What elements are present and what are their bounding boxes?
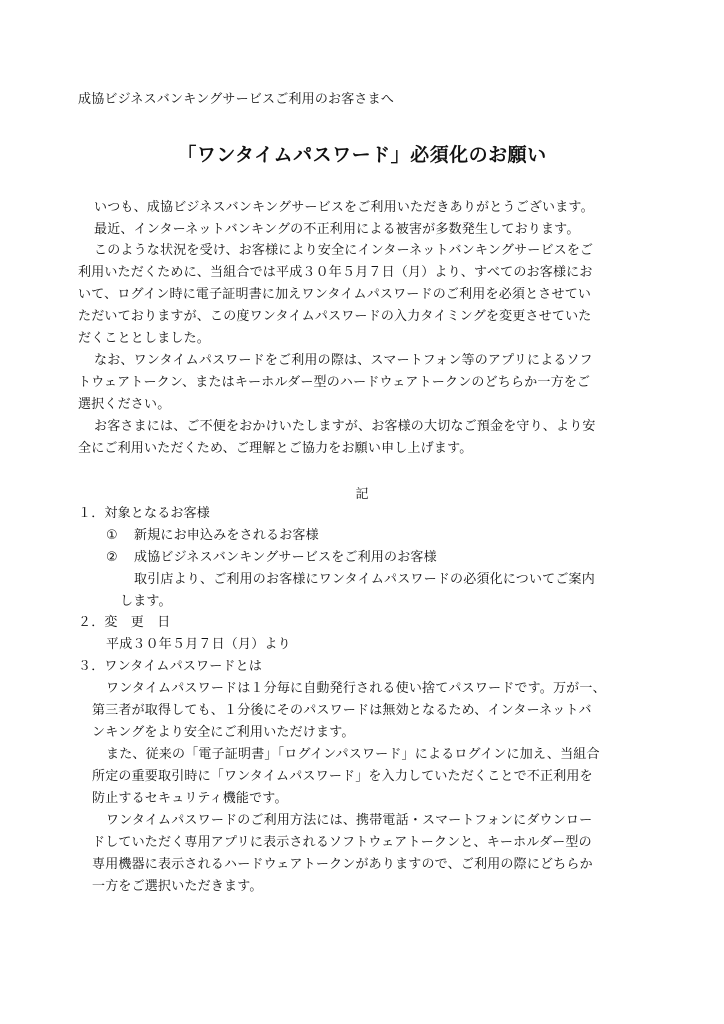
section-3-paragraph-3-line: ワンタイムパスワードのご利用方法には、携帯電話・スマートフォンにダウンロー [106,813,593,828]
section-3-paragraph-2-line: 所定の重要取引時に「ワンタイムパスワード」を入力していただくことで不正利用を [92,769,593,784]
target-item-2-note-line: します。 [120,594,172,609]
intro-paragraph-2: 最近、インターネットバンキングの不正利用による被害が多数発生しております。 [94,222,580,237]
intro-paragraph-4-line: なお、ワンタイムパスワードをご利用の際は、スマートフォン等のアプリによるソフ [94,353,593,368]
section-3-paragraph-2-line: また、従来の「電子証明書」「ログインパスワード」によるログインに加え、当組合 [106,747,600,762]
section-3-paragraph-2-line: 防止するセキュリティ機能です。 [92,791,288,806]
target-item-1: 新規にお申込みをされるお客様 [134,528,319,543]
document-title: 「ワンタイムパスワード」必須化のお願い [177,144,547,166]
intro-paragraph-3-line: 利用いただくために、当組合では平成３０年５月７日（月）より、すべてのお客様にお [78,265,593,280]
section-3-paragraph-1-line: ワンタイムパスワードは１分毎に自動発行される使い捨てパスワードです。万が一、 [106,681,606,696]
section-2-heading: ２．変 更 日 [78,615,171,630]
section-3-paragraph-1-line: ンキングをより安全にご利用いただけます。 [92,725,355,740]
intro-paragraph-3-line: いて、ログイン時に電子証明書に加えワンタイムパスワードのご利用を必須とさせてい [78,287,592,302]
ki-heading: 記 [355,487,369,502]
intro-paragraph-4-line: トウェアトークン、またはキーホルダー型のハードウェアトークンのどちらか一方をご [78,375,591,390]
section-3-paragraph-1-line: 第三者が取得しても、１分後にそのパスワードは無効となるため、インターネットバ [92,703,592,718]
intro-paragraph-5-line: お客さまには、ご不便をおかけいたしますが、お客様の大切なご預金を守り、より安 [94,419,596,434]
list-marker-1: ① [106,528,118,543]
intro-paragraph-1: いつも、成協ビジネスバンキングサービスをご利用いただきありがとうございます。 [94,200,594,215]
intro-paragraph-3-line: だくこととしました。 [78,331,211,346]
target-item-2-note-line: 取引店より、ご利用のお客様にワンタイムパスワードの必須化についてご案内 [134,572,595,587]
list-marker-2: ② [106,550,118,565]
target-item-2: 成協ビジネスバンキングサービスをご利用のお客様 [134,550,437,565]
section-3-paragraph-3-line: ドしていただく専用アプリに表示されるソフトウェアトークンと、キーホルダー型の [92,835,592,850]
change-date: 平成３０年５月７日（月）より [106,637,291,652]
section-3-paragraph-3-line: 一方をご選択いただきます。 [92,879,263,894]
intro-paragraph-3-line: このような状況を受け、お客様により安全にインターネットバンキングサービスをご [94,243,594,258]
section-3-paragraph-3-line: 専用機器に表示されるハードウェアトークンがありますので、ご利用の際にどちらか [92,857,593,872]
intro-paragraph-3-line: ただいておりますが、この度ワンタイムパスワードの入力タイミングを変更させていた [78,309,592,324]
intro-paragraph-5-line: 全にご利用いただくため、ご理解とご協力をお願い申し上げます。 [78,441,473,456]
section-1-heading: １．対象となるお客様 [78,506,211,521]
intro-paragraph-4-line: 選択ください。 [78,397,171,412]
addressee: 成協ビジネスバンキングサービスご利用のお客さまへ [78,92,395,107]
section-3-heading: ３．ワンタイムパスワードとは [78,659,263,674]
